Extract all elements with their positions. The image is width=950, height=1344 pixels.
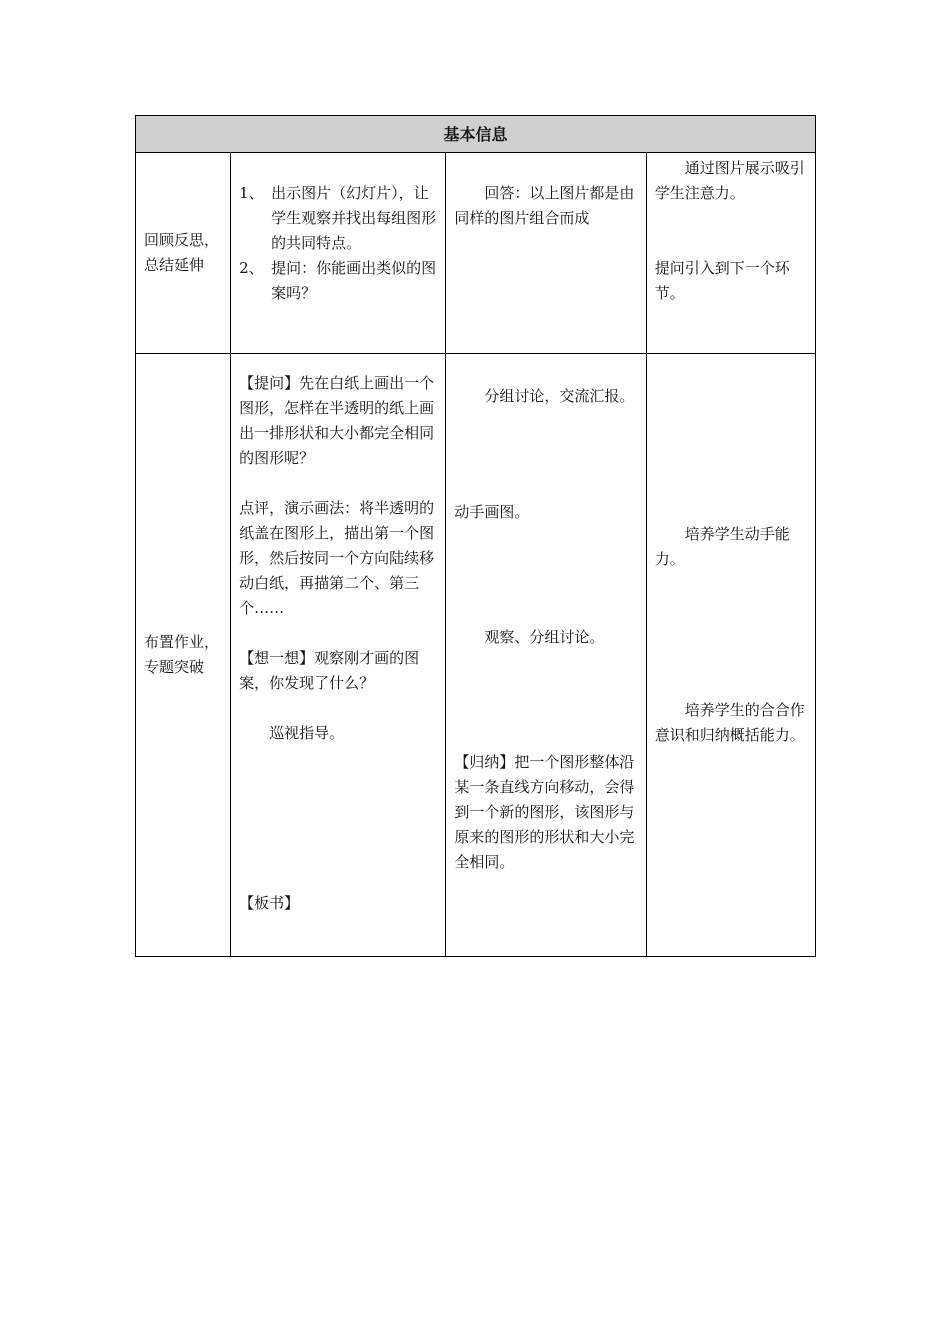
- intent-text: 培养学生的合合作意识和归纳概括能力。: [654, 701, 805, 744]
- list-item: [239, 181, 437, 256]
- design-intent-cell: [646, 153, 815, 354]
- intent-text: 培养学生动手能力。: [654, 525, 790, 568]
- table-row: [136, 354, 816, 957]
- teacher-guide: 巡视指导。: [269, 724, 345, 742]
- teacher-activity-cell: [231, 354, 446, 957]
- student-text: 动手画图。: [454, 503, 530, 521]
- student-text: 分组讨论，交流汇报。: [484, 387, 635, 405]
- teacher-board: 【板书】: [239, 894, 300, 912]
- student-activity-cell: [446, 354, 646, 957]
- teacher-demo: 点评，演示画法：将半透明的纸盖在图形上，描出第一个图形，然后按同一个方向陆续移动白纸，再描第二个、第三个……: [239, 499, 435, 617]
- student-activity-cell: [446, 153, 646, 354]
- student-summary: 【归纳】把一个图形整体沿某一条直线方向移动，会得到一个新的图形，该图形与原来的图形的形状和大小完全相同。: [454, 753, 635, 871]
- table-header-row: [136, 116, 816, 153]
- teacher-activity-cell: [231, 153, 446, 354]
- table-row: [136, 153, 816, 354]
- teacher-question: 【提问】先在白纸上画出一个图形，怎样在半透明的纸上画出一排形状和大小都完全相同的图形呢？: [239, 374, 435, 467]
- teacher-think: 【想一想】观察刚才画的图案，你发现了什么？: [239, 649, 420, 692]
- student-text: 观察、分组讨论。: [484, 628, 605, 646]
- student-answer: 回答：以上图片都是由同样的图片组合而成: [454, 184, 635, 227]
- list-number: 1、: [239, 184, 264, 202]
- intent-text: 提问引入到下一个环节。: [654, 259, 790, 302]
- lesson-plan-table: [135, 115, 816, 957]
- intent-text: 通过图片展示吸引学生注意力。: [654, 159, 805, 202]
- stage-label: 布置作业，专题突破: [136, 354, 231, 957]
- list-item: [239, 256, 437, 306]
- stage-label: 回顾反思，总结延伸: [136, 153, 231, 354]
- table-header: 基本信息: [136, 116, 816, 153]
- list-text: 提问：你能画出类似的图案吗？: [271, 259, 437, 302]
- list-number: 2、: [239, 259, 264, 277]
- design-intent-cell: [646, 354, 815, 957]
- list-text: 出示图片（幻灯片），让学生观察并找出每组图形的共同特点。: [271, 184, 437, 252]
